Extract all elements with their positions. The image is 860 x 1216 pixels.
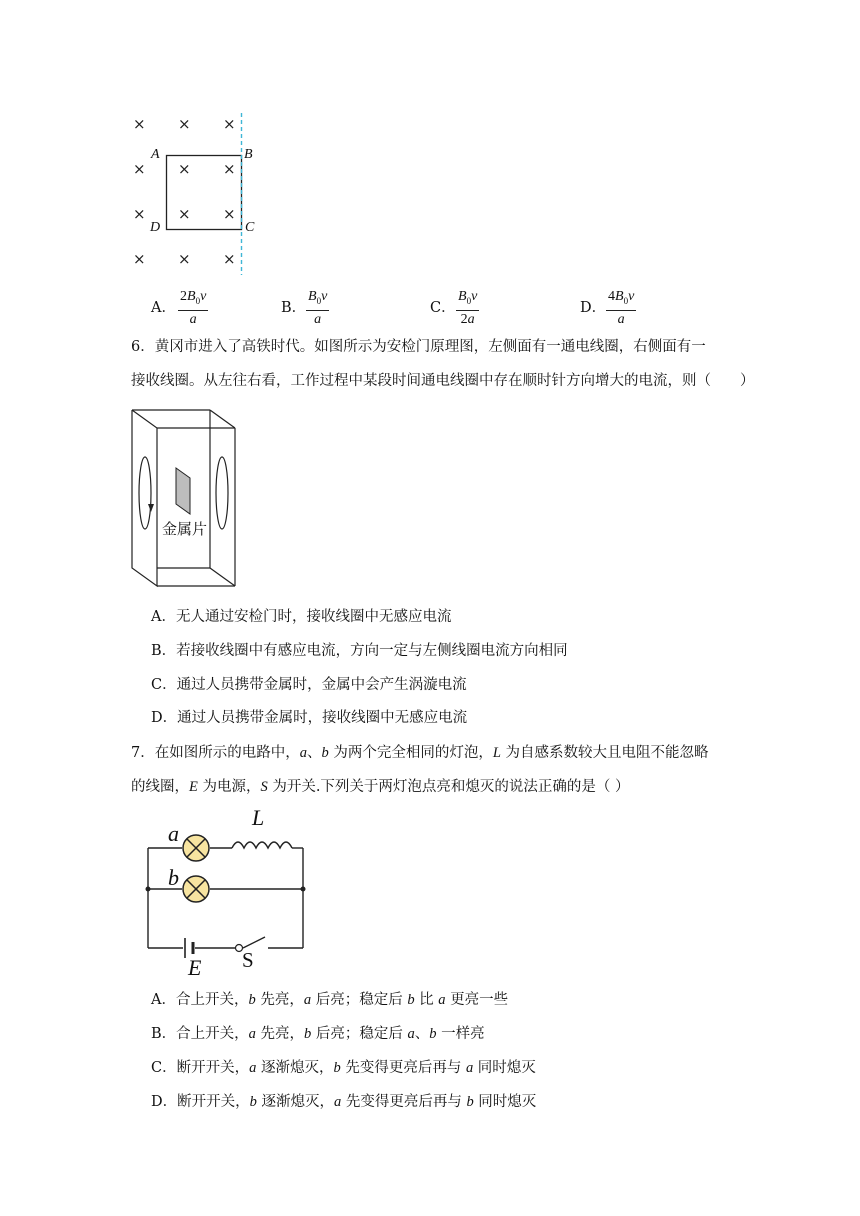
- field-cross: ×: [223, 250, 236, 268]
- q6-option-b: B．若接收线圈中有感应电流，方向一定与左侧线圈电流方向相同: [151, 643, 568, 659]
- field-cross: ×: [133, 160, 146, 178]
- field-cross: ×: [133, 205, 146, 223]
- field-cross: ×: [133, 250, 146, 268]
- q7-option-a: A．合上开关，b 先亮，a 后亮；稳定后 b 比 a 更亮一些: [151, 992, 509, 1008]
- field-cross: ×: [178, 205, 191, 223]
- q7-stem-line2: 的线圈，E 为电源，S 为开关.下列关于两灯泡点亮和熄灭的说法正确的是（ ）: [131, 779, 630, 795]
- q7-stem-line1: 7．在如图所示的电路中，a、b 为两个完全相同的灯泡，L 为自感系数较大且电阻不能忽略: [131, 745, 709, 761]
- lamp-b-label: b: [168, 865, 179, 890]
- q7-option-d: D．断开开关，b 逐渐熄灭，a 先变得更亮后再与 b 同时熄灭: [151, 1094, 537, 1110]
- option-c-fraction: $\frac{B_0v}{2a}$: [458, 289, 478, 327]
- q6-option-a: A．无人通过安检门时，接收线圈中无感应电流: [151, 609, 452, 625]
- battery-label: E: [188, 955, 202, 980]
- loop-and-boundary: [120, 105, 280, 280]
- vertex-label-d: D: [150, 220, 161, 235]
- inductor-label: L: [252, 805, 265, 830]
- q7-option-b: B．合上开关，a 先亮，b 后亮；稳定后 a、b 一样亮: [151, 1026, 485, 1042]
- field-cross: ×: [178, 160, 191, 178]
- lamp-b: [183, 876, 209, 902]
- junction-dot: [301, 887, 306, 892]
- q7-option-c: C．断开开关，a 逐渐熄灭，b 先变得更亮后再与 a 同时熄灭: [151, 1060, 536, 1076]
- lamp-a-label: a: [168, 821, 179, 846]
- circuit-drawing: [140, 805, 320, 980]
- arrow-icon: [148, 504, 154, 512]
- q6-stem-line2: 接收线圈。从左往右看，工作过程中某段时间通电线圈中存在顺时针方向增大的电流，则（ ）: [131, 373, 755, 389]
- option-a-fraction: $\frac{2B_0v}{a}$: [180, 289, 207, 327]
- field-cross: ×: [133, 115, 146, 133]
- q6-stem-line1: 6．黄冈市进入了高铁时代。如图所示为安检门原理图，左侧面有一通电线圈，右侧面有一: [131, 339, 706, 355]
- q5-figure: [120, 105, 280, 280]
- lamp-a: [183, 835, 209, 861]
- option-a-letter: A．: [151, 300, 176, 316]
- junction-dot: [146, 887, 151, 892]
- metal-sheet-label: 金属片: [162, 520, 208, 538]
- square-loop: [167, 156, 242, 230]
- transmitter-coil: [139, 457, 151, 529]
- metal-sheet: [176, 468, 190, 514]
- security-gate-drawing: [130, 408, 240, 588]
- option-b-letter: B．: [281, 300, 307, 316]
- option-c-letter: C．: [430, 300, 456, 316]
- field-cross: ×: [223, 205, 236, 223]
- field-cross: ×: [178, 250, 191, 268]
- q7-figure-circuit: [140, 805, 320, 980]
- option-d-letter: D．: [580, 300, 607, 316]
- field-cross: ×: [178, 115, 191, 133]
- vertex-label-c: C: [245, 220, 255, 235]
- q6-option-c: C．通过人员携带金属时，金属中会产生涡漩电流: [151, 677, 467, 693]
- field-cross: ×: [223, 160, 236, 178]
- receiver-coil: [216, 457, 228, 529]
- vertex-label-b: B: [244, 147, 253, 162]
- option-b-fraction: $\frac{B_0v}{a}$: [308, 289, 328, 327]
- q6-option-d: D．通过人员携带金属时，接收线圈中无感应电流: [151, 710, 468, 726]
- q6-figure-security-gate: [130, 408, 240, 588]
- vertex-label-a: A: [151, 147, 160, 162]
- switch-label: S: [242, 948, 254, 972]
- field-cross: ×: [223, 115, 236, 133]
- option-d-fraction: $\frac{4B_0v}{a}$: [608, 289, 635, 327]
